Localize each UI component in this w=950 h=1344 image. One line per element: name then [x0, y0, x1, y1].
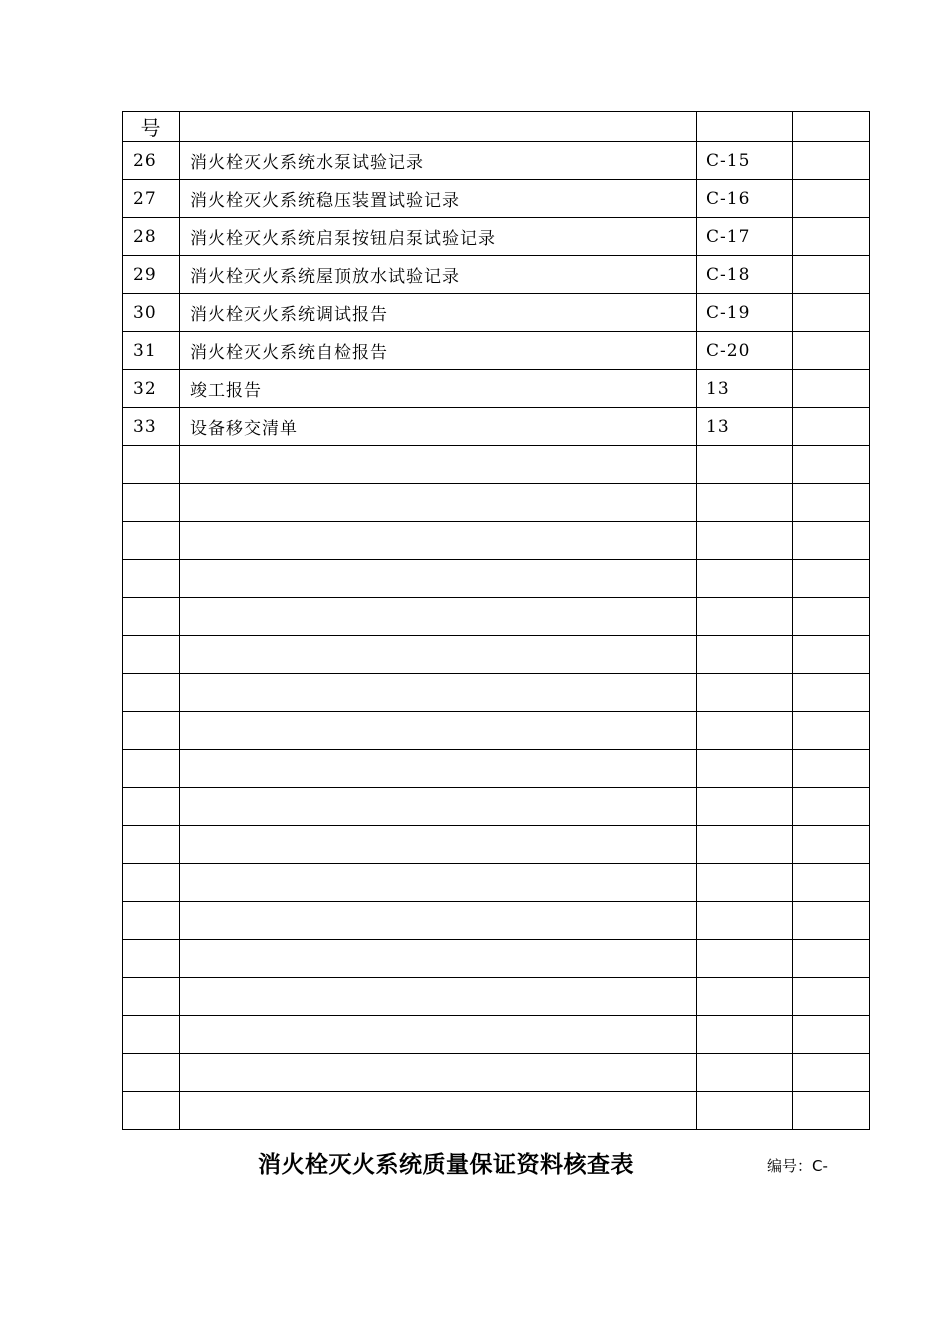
row-extra-cell: [793, 180, 870, 218]
empty-cell: [793, 560, 870, 598]
empty-table-row: [123, 484, 870, 522]
empty-cell: [180, 560, 697, 598]
empty-cell: [180, 1016, 697, 1054]
empty-cell: [793, 712, 870, 750]
empty-cell: [123, 598, 180, 636]
empty-cell: [697, 1092, 793, 1130]
empty-cell: [793, 598, 870, 636]
empty-cell: [793, 978, 870, 1016]
table-row: [123, 294, 870, 332]
empty-cell: [123, 826, 180, 864]
empty-cell: [793, 902, 870, 940]
empty-cell: [793, 674, 870, 712]
row-extra-cell: [793, 408, 870, 446]
empty-cell: [697, 864, 793, 902]
empty-table-row: [123, 560, 870, 598]
empty-cell: [123, 940, 180, 978]
empty-cell: [793, 446, 870, 484]
empty-cell: [697, 826, 793, 864]
empty-table-row: [123, 978, 870, 1016]
empty-cell: [123, 864, 180, 902]
row-code-cell: C-18: [697, 256, 793, 294]
empty-table-row: [123, 750, 870, 788]
row-number-cell: 27: [123, 180, 180, 218]
empty-cell: [793, 1092, 870, 1130]
empty-table-row: [123, 1016, 870, 1054]
header-extra-cell: [793, 112, 870, 142]
empty-cell: [697, 712, 793, 750]
row-extra-cell: [793, 332, 870, 370]
empty-table-row: [123, 940, 870, 978]
empty-table-row: [123, 446, 870, 484]
row-code-cell: C-17: [697, 218, 793, 256]
empty-cell: [123, 750, 180, 788]
row-number-cell: 28: [123, 218, 180, 256]
empty-cell: [180, 864, 697, 902]
empty-table-row: [123, 864, 870, 902]
empty-cell: [697, 598, 793, 636]
row-extra-cell: [793, 294, 870, 332]
empty-cell: [793, 750, 870, 788]
table-row: [123, 370, 870, 408]
empty-cell: [123, 712, 180, 750]
empty-cell: [697, 1016, 793, 1054]
empty-cell: [697, 522, 793, 560]
empty-cell: [697, 750, 793, 788]
table-row: [123, 408, 870, 446]
row-extra-cell: [793, 142, 870, 180]
empty-cell: [793, 1054, 870, 1092]
row-code-cell: 13: [697, 370, 793, 408]
row-extra-cell: [793, 370, 870, 408]
empty-table-row: [123, 598, 870, 636]
header-name-cell: [180, 112, 697, 142]
row-name-cell: 竣工报告: [180, 370, 697, 408]
empty-cell: [180, 1092, 697, 1130]
row-code-cell: 13: [697, 408, 793, 446]
table-row: [123, 256, 870, 294]
empty-cell: [697, 446, 793, 484]
table-row: [123, 180, 870, 218]
row-extra-cell: [793, 218, 870, 256]
empty-cell: [697, 484, 793, 522]
form-code-label: 编号：C-: [767, 1157, 828, 1175]
empty-cell: [180, 826, 697, 864]
row-code-cell: C-15: [697, 142, 793, 180]
empty-cell: [697, 1054, 793, 1092]
empty-cell: [793, 484, 870, 522]
empty-table-row: [123, 522, 870, 560]
empty-cell: [180, 712, 697, 750]
header-fragment-cell: 号: [123, 112, 180, 142]
row-name-cell: 设备移交清单: [180, 408, 697, 446]
row-code-cell: C-19: [697, 294, 793, 332]
empty-cell: [697, 560, 793, 598]
empty-cell: [180, 902, 697, 940]
row-name-cell: 消火栓灭火系统屋顶放水试验记录: [180, 256, 697, 294]
empty-cell: [180, 674, 697, 712]
empty-cell: [180, 788, 697, 826]
empty-cell: [180, 636, 697, 674]
empty-table-row: [123, 674, 870, 712]
empty-table-row: [123, 1054, 870, 1092]
empty-cell: [697, 978, 793, 1016]
empty-cell: [180, 940, 697, 978]
row-number-cell: 30: [123, 294, 180, 332]
row-code-cell: C-16: [697, 180, 793, 218]
row-number-cell: 29: [123, 256, 180, 294]
row-code-cell: C-20: [697, 332, 793, 370]
empty-table-row: [123, 902, 870, 940]
empty-cell: [180, 484, 697, 522]
empty-cell: [123, 1054, 180, 1092]
empty-cell: [123, 978, 180, 1016]
empty-cell: [793, 522, 870, 560]
header-code-cell: [697, 112, 793, 142]
empty-cell: [123, 484, 180, 522]
empty-cell: [123, 674, 180, 712]
table-row: [123, 218, 870, 256]
empty-cell: [793, 1016, 870, 1054]
empty-cell: [123, 522, 180, 560]
empty-table-row: [123, 712, 870, 750]
row-number-cell: 32: [123, 370, 180, 408]
row-name-cell: 消火栓灭火系统调试报告: [180, 294, 697, 332]
table-row: [123, 332, 870, 370]
empty-table-row: [123, 826, 870, 864]
table-header-row: [123, 112, 870, 142]
empty-cell: [180, 978, 697, 1016]
empty-cell: [123, 446, 180, 484]
empty-cell: [123, 902, 180, 940]
empty-table-row: [123, 636, 870, 674]
row-name-cell: 消火栓灭火系统水泵试验记录: [180, 142, 697, 180]
records-table: [122, 111, 870, 1130]
empty-cell: [123, 788, 180, 826]
empty-cell: [180, 598, 697, 636]
form-title: 消火栓灭火系统质量保证资料核查表: [258, 1152, 634, 1178]
empty-cell: [123, 1016, 180, 1054]
empty-cell: [180, 522, 697, 560]
empty-cell: [123, 560, 180, 598]
empty-cell: [123, 636, 180, 674]
empty-cell: [793, 826, 870, 864]
records-table-body: [123, 112, 870, 1130]
empty-cell: [697, 674, 793, 712]
empty-cell: [697, 788, 793, 826]
empty-table-row: [123, 788, 870, 826]
row-number-cell: 31: [123, 332, 180, 370]
row-extra-cell: [793, 256, 870, 294]
empty-cell: [793, 788, 870, 826]
empty-cell: [123, 1092, 180, 1130]
empty-cell: [180, 446, 697, 484]
empty-cell: [697, 636, 793, 674]
row-name-cell: 消火栓灭火系统稳压装置试验记录: [180, 180, 697, 218]
empty-cell: [697, 940, 793, 978]
table-row: [123, 142, 870, 180]
empty-cell: [180, 750, 697, 788]
row-number-cell: 33: [123, 408, 180, 446]
empty-cell: [697, 902, 793, 940]
row-name-cell: 消火栓灭火系统启泵按钮启泵试验记录: [180, 218, 697, 256]
empty-cell: [180, 1054, 697, 1092]
empty-cell: [793, 940, 870, 978]
empty-table-row: [123, 1092, 870, 1130]
empty-cell: [793, 636, 870, 674]
row-name-cell: 消火栓灭火系统自检报告: [180, 332, 697, 370]
empty-cell: [793, 864, 870, 902]
row-number-cell: 26: [123, 142, 180, 180]
